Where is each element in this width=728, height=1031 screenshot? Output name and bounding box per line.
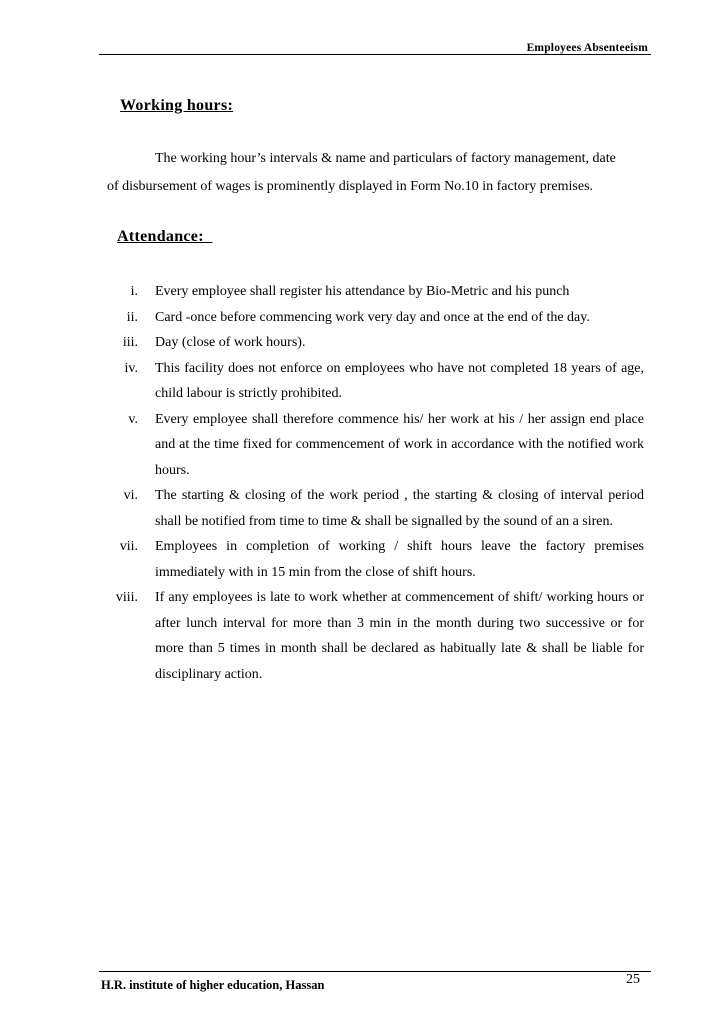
list-item-number: iv. — [124, 360, 138, 376]
list-item — [104, 534, 644, 585]
list-item-number: viii. — [115, 590, 138, 605]
list-item — [104, 330, 644, 356]
page-number: 25 — [626, 972, 640, 987]
list-item-number: i. — [130, 284, 138, 299]
header-rule — [99, 54, 651, 55]
list-item — [104, 483, 644, 534]
footer-rule — [99, 971, 651, 972]
list-item-number: vi. — [123, 488, 138, 503]
footer-institute-name: H.R. institute of higher education, Hassan — [101, 978, 325, 992]
list-item — [104, 356, 644, 407]
list-item-text: If any employees is late to work whether at commencement of shift/ working hours or after lunch interval for more than 3 min in the month during two successive or for more than 5 times in month shall be declared as habitually late & shall be liable for disciplinary action. — [155, 590, 644, 682]
list-item-text: Employees in completion of working / shift hours leave the factory premises immediately with in 15 min from the close of shift hours. — [155, 539, 644, 580]
list-item-text: Card -once before commencing work very day and once at the end of the day. — [155, 309, 590, 325]
running-header-title: Employees Absenteeism — [526, 42, 648, 54]
list-item — [104, 305, 644, 331]
list-item-number: vii. — [119, 539, 138, 554]
attendance-heading — [117, 228, 212, 246]
list-item-number: ii. — [126, 309, 138, 325]
list-item-text: Every employee shall register his attendance by Bio-Metric and his punch — [155, 284, 570, 299]
list-item — [104, 407, 644, 484]
list-item-text: This facility does not enforce on employees who have not completed 18 years of age, child labour is strictly prohibited. — [155, 360, 644, 401]
list-item-text: Day (close of work hours). — [155, 335, 306, 350]
attendance-heading-text: Attendance: — [117, 228, 213, 245]
list-item-number: iii. — [122, 335, 138, 350]
working-hours-paragraph-line-2: of disbursement of wages is prominently displayed in Form No.10 in factory premises. — [107, 179, 594, 194]
list-item-text: The starting & closing of the work period , the starting & closing of interval period shall be notified from time to time & shall be signalled by the sound of an a siren. — [155, 488, 644, 529]
working-hours-heading: Working hours: — [120, 97, 234, 114]
list-item-text: Every employee shall therefore commence his/ her work at his / her assign end place and at the time fixed for commencement of work in accordance with the notified work hours. — [155, 411, 644, 478]
list-item — [104, 279, 644, 305]
attendance-rules-list — [104, 279, 644, 687]
working-hours-paragraph-line-1: The working hour’s intervals & name and particulars of factory management, date — [155, 151, 616, 166]
list-item-number: v. — [128, 411, 138, 427]
list-item — [104, 585, 644, 687]
